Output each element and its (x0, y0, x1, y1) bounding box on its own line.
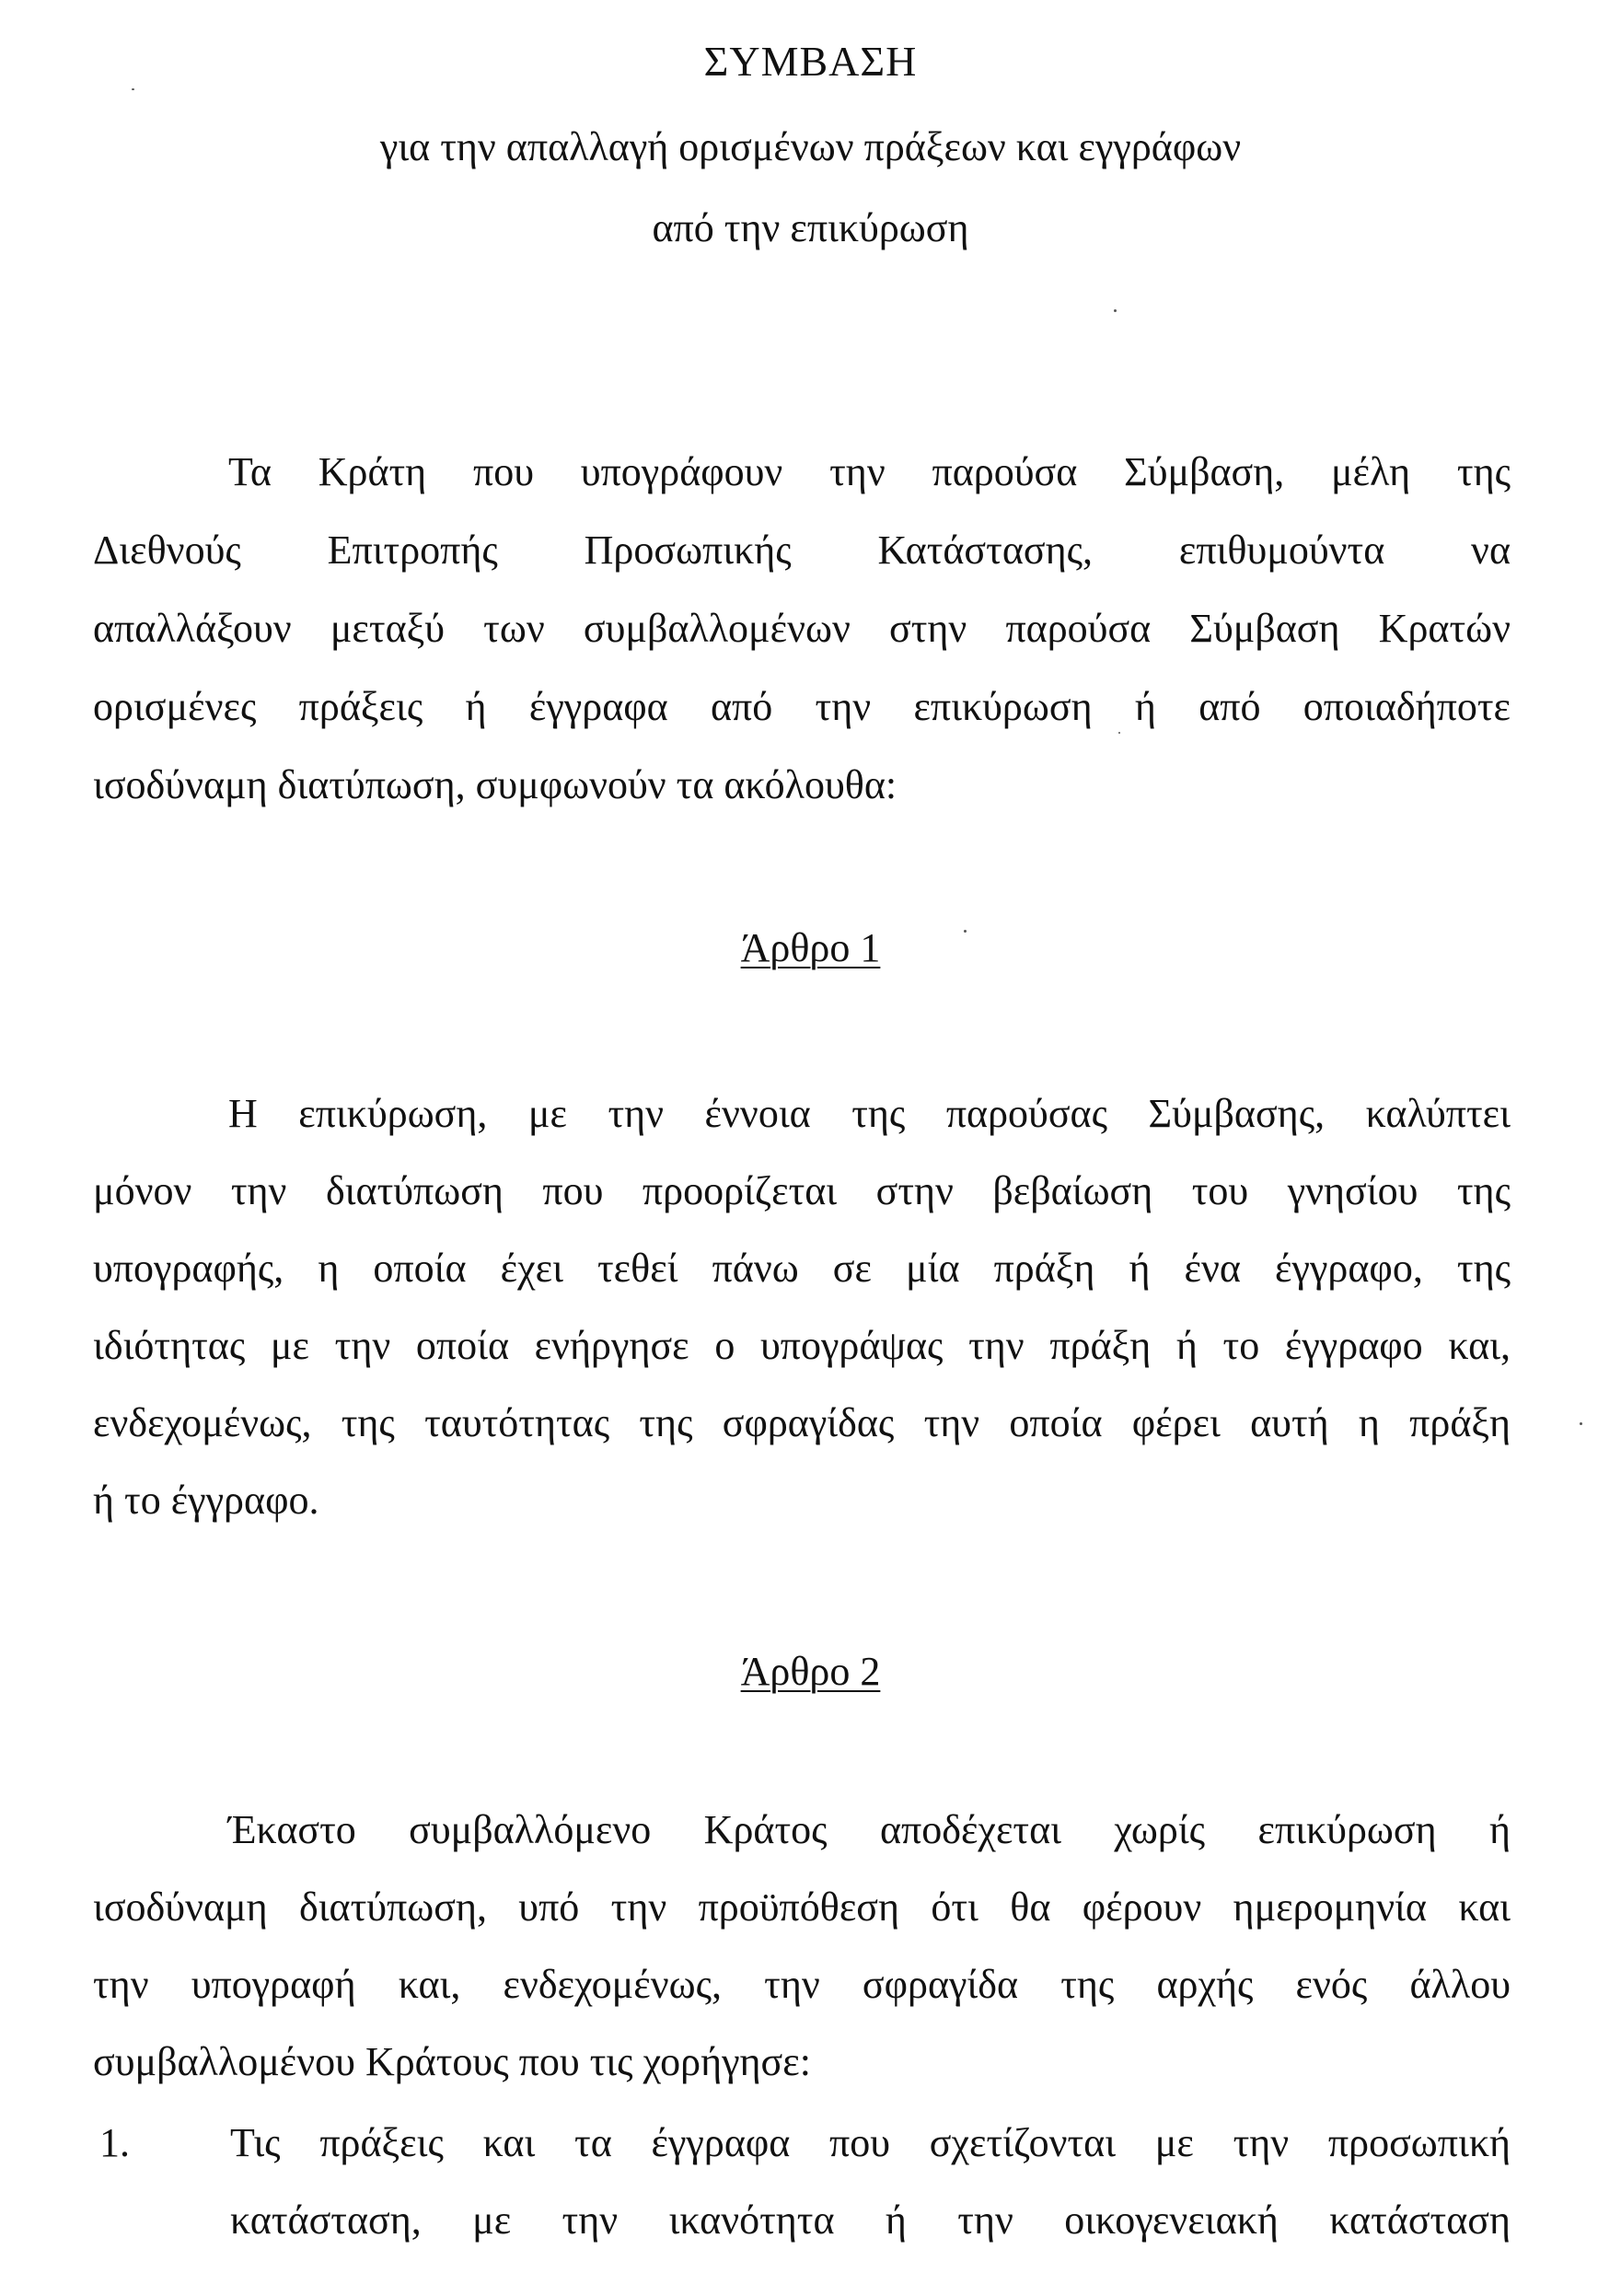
scan-speck (132, 88, 134, 90)
article-2-heading: Άρθρο 2 (740, 1649, 881, 1694)
article-1-heading: Άρθρο 1 (740, 925, 881, 970)
preamble-line: Τα Κράτη που υπογράφουν την παρούσα Σύμβαση, μέλη της (228, 449, 1511, 494)
article-2-line: την υπογραφή και, ενδεχομένως, την σφραγίδα της αρχής ενός άλλου (93, 1962, 1511, 2007)
list-item-number: 1. (99, 2120, 130, 2165)
article-1-line: υπογραφής, η οποία έχει τεθεί πάνω σε μία πράξη ή ένα έγγραφο, της (93, 1246, 1511, 1291)
document-title: ΣΥΜΒΑΣΗ (703, 38, 918, 85)
article-2-line: ισοδύναμη διατύπωση, υπό την προϋπόθεση ότι θα φέρουν ημερομηνία και (93, 1884, 1511, 1930)
article-1-line: ιδιότητας με την οποία ενήργησε ο υπογράψας την πράξη ή το έγγραφο και, (93, 1323, 1511, 1368)
scan-speck (1118, 732, 1120, 734)
article-2-line: συμβαλλομένου Κράτους που τις χορήγησε: (93, 2039, 811, 2084)
scan-speck (964, 930, 967, 933)
article-1-line: Η επικύρωση, με την έννοια της παρούσας Σύμβασης, καλύπτει (228, 1091, 1511, 1136)
article-2-line: Έκαστο συμβαλλόμενο Κράτος αποδέχεται χωρίς επικύρωση ή (228, 1807, 1511, 1852)
scan-speck (1114, 309, 1117, 312)
preamble-line: απαλλάξουν μεταξύ των συμβαλλομένων στην παρούσα Σύμβαση Κρατών (93, 606, 1511, 651)
article-1-line: μόνον την διατύπωση που προορίζεται στην βεβαίωση του γνησίου της (93, 1168, 1511, 1213)
preamble-line: Διεθνούς Επιτροπής Προσωπικής Κατάστασης, επιθυμούντα να (93, 528, 1511, 573)
list-item-line: κατάσταση, με την ικανότητα ή την οικογενειακή κατάσταση (230, 2197, 1511, 2243)
document-subtitle-line-1: για την απαλλαγή ορισμένων πράξεων και εγγράφων (379, 124, 1242, 169)
scan-speck (1580, 1422, 1582, 1425)
document-subtitle-line-2: από την επικύρωση (652, 205, 969, 250)
preamble-line: ορισμένες πράξεις ή έγγραφα από την επικύρωση ή από οποιαδήποτε (93, 684, 1511, 729)
list-item-line: Τις πράξεις και τα έγγραφα που σχετίζονται με την προσωπική (230, 2120, 1511, 2165)
article-1-line: ενδεχομένως, της ταυτότητας της σφραγίδας την οποία φέρει αυτή η πράξη (93, 1400, 1511, 1445)
preamble-line: ισοδύναμη διατύπωση, συμφωνούν τα ακόλουθα: (93, 762, 897, 807)
article-1-line: ή το έγγραφο. (93, 1478, 319, 1523)
